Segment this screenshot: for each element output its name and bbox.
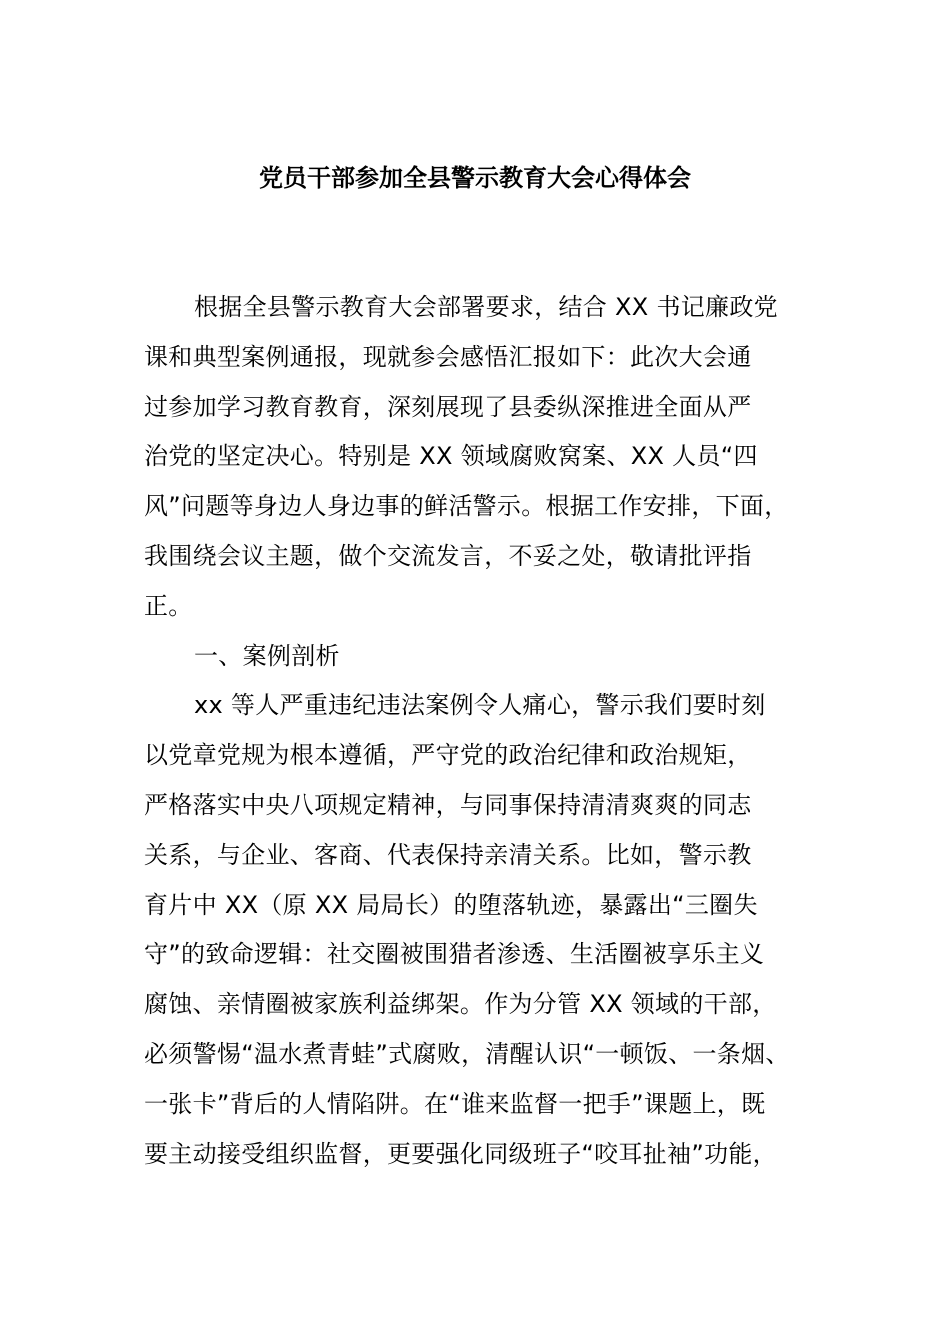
paragraph-line: 必须警惕“温水煮青蛙”式腐败，清醒认识“一顿饭、一条烟、	[144, 1039, 790, 1068]
paragraph-line: 关系，与企业、客商、代表保持亲清关系。比如，警示教	[144, 840, 752, 869]
paragraph-line: xx 等人严重违纪违法案例令人痛心，警示我们要时刻	[194, 691, 766, 720]
paragraph-line: 守”的致命逻辑：社交圈被围猎者渗透、生活圈被享乐主义	[144, 940, 765, 969]
paragraph-line: 课和典型案例通报，现就参会感悟汇报如下：此次大会通	[144, 342, 752, 371]
paragraph-line: 育片中 XX（原 XX 局局长）的堕落轨迹，暴露出“三圈失	[144, 890, 758, 919]
paragraph-line: 要主动接受组织监督，更要强化同级班子“咬耳扯袖”功能，	[144, 1139, 777, 1168]
paragraph-line: 正。	[144, 591, 193, 620]
paragraph-line: 严格落实中央八项规定精神，与同事保持清清爽爽的同志	[144, 790, 752, 819]
paragraph-line: 治党的坚定决心。特别是 XX 领域腐败窝案、XX 人员“四	[144, 442, 758, 471]
paragraph-line: 我围绕会议主题，做个交流发言，不妥之处，敬请批评指	[144, 541, 752, 570]
paragraph-line: 风”问题等身边人身边事的鲜活警示。根据工作安排，下面，	[144, 492, 789, 521]
document-body	[144, 283, 844, 1179]
paragraph-line: 根据全县警示教育大会部署要求，结合 XX 书记廉政党	[194, 293, 778, 321]
section-heading: 一、案例剖析	[194, 641, 340, 670]
paragraph-line: 腐蚀、亲情圈被家族利益绑架。作为分管 XX 领域的干部，	[144, 990, 777, 1019]
document-title: 党员干部参加全县警示教育大会心得体会	[259, 164, 691, 192]
paragraph-line: 过参加学习教育教育，深刻展现了县委纵深推进全面从严	[144, 392, 752, 421]
paragraph-line: 以党章党规为根本遵循，严守党的政治纪律和政治规矩，	[144, 741, 752, 770]
paragraph-line: 一张卡”背后的人情陷阱。在“谁来监督一把手”课题上，既	[144, 1089, 766, 1118]
